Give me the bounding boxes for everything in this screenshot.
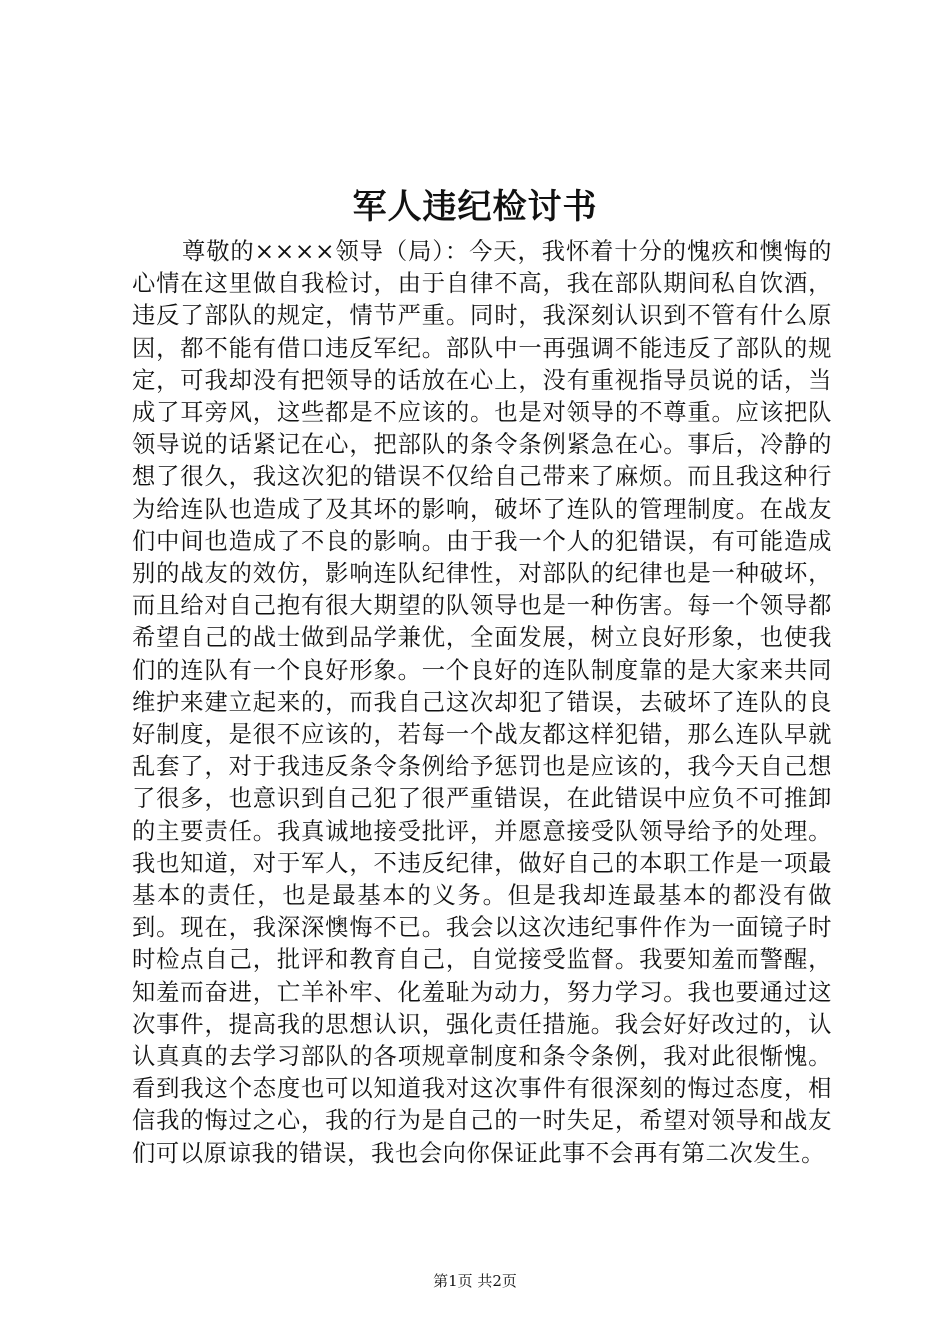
document-body-paragraph: 尊敬的××××领导（局）：今天，我怀着十分的愧疚和懊悔的心情在这里做自我检讨，由于自律不高，我在部队期间私自饮酒，违反了部队的规定，情节严重。同时，我深刻认识到不管有什么原因，都不能有借口违反军纪。部队中一再强调不能违反了部队的规定，可我却没有把领导的话放在心上，没有重视指导员说的话，当成了耳旁风，这些都是不应该的。也是对领导的不尊重。应该把队领导说的话紧记在心，把部队的条令条例紧急在心。事后，冷静的想了很久，我这次犯的错误不仅给自己带来了麻烦。而且我这种行为给连队也造成了及其坏的影响，破坏了连队的管理制度。在战友们中间也造成了不良的影响。由于我一个人的犯错误，有可能造成别的战友的效仿，影响连队纪律性，对部队的纪律也是一种破坏，而且给对自己抱有很大期望的队领导也是一种伤害。每一个领导都希望自己的战士做到品学兼优，全面发展，树立良好形象，也使我们的连队有一个良好形象。一个良好的连队制度靠的是大家来共同维护来建立起来的，而我自己这次却犯了错误，去破坏了连队的良好制度，是很不应该的，若每一个战友都这样犯错，那么连队早就乱套了，对于我违反条令条例给予惩罚也是应该的，我今天自己想了很多，也意识到自己犯了很严重错误，在此错误中应负不可推卸的主要责任。我真诚地接受批评，并愿意接受队领导给予的处理。我也知道，对于军人，不违反纪律，做好自己的本职工作是一项最基本的责任，也是最基本的义务。但是我却连最基本的都没有做到。现在，我深深懊悔不已。我会以这次违纪事件作为一面镜子时时检点自己，批评和教育自己，自觉接受监督。我要知羞而警醒，知羞而奋进，亡羊补牢、化羞耻为动力，努力学习。我也要通过这次事件，提高我的思想认识，强化责任措施。我会好好改过的，认认真真的去学习部队的各项规章制度和条令条例，我对此很惭愧。看到我这个态度也可以知道我对这次事件有很深刻的悔过态度，相信我的悔过之心，我的行为是自己的一时失足，希望对领导和战友们可以原谅我的错误，我也会向你保证此事不会再有第二次发生。 xyxy=(132,238,832,1167)
document-title: 军人违纪检讨书 xyxy=(352,187,598,227)
page-number-footer: 第1页 共2页 xyxy=(433,1272,517,1290)
